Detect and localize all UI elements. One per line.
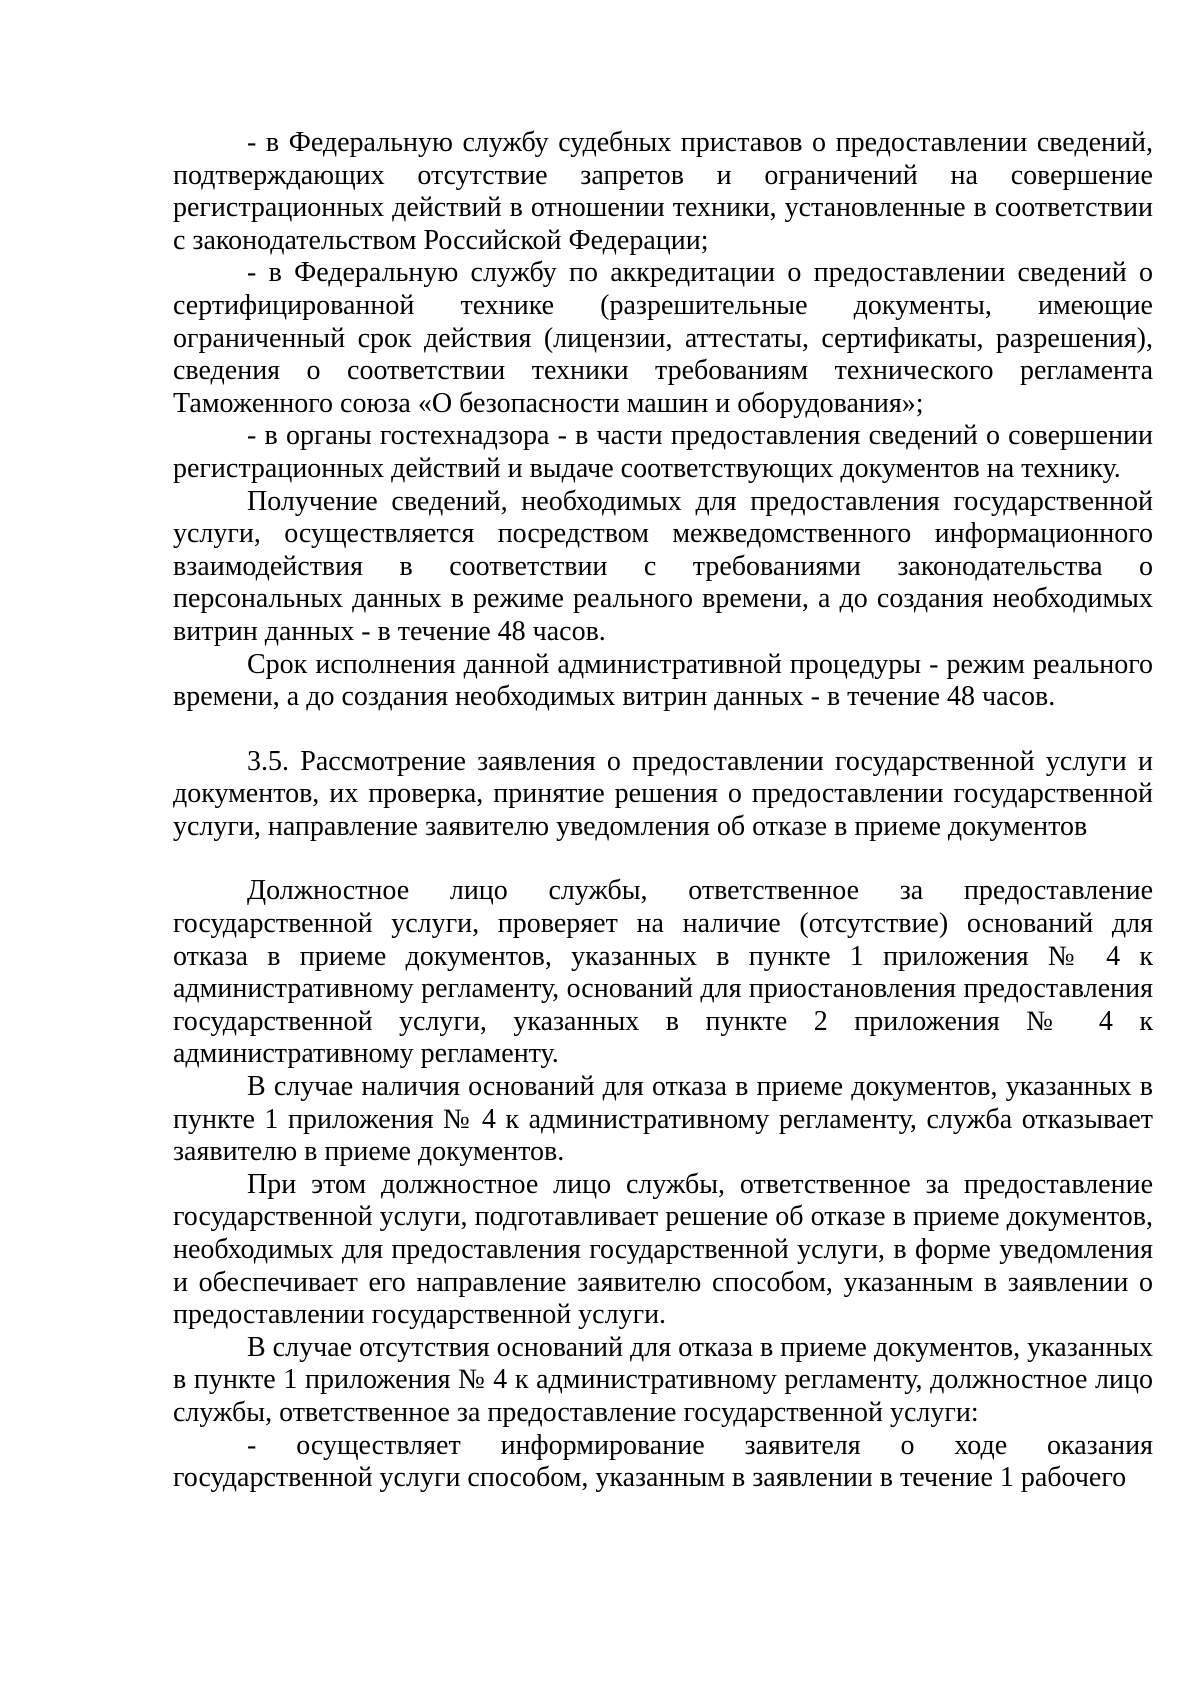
paragraph-refusal-case: В случае наличия оснований для отказа в приеме документов, указанных в пункте 1 приложения № 4 к административному регламенту, служба отказывает заявителю в приеме документов.	[173, 1071, 1153, 1168]
spacer	[173, 714, 1153, 746]
paragraph-informing-applicant: - осуществляет информирование заявителя о ходе оказания государственной услуги способом, указанным в заявлении в течение 1 рабочего	[173, 1429, 1153, 1494]
paragraph-official-checks: Должностное лицо службы, ответственное за предоставление государственной услуги, проверяет на наличие (отсутствие) оснований для отказа в приеме документов, указанных в пункте 1 приложения № 4 к административному регламенту, оснований для приостановления предоставления государственной услуги, указанных в пункте 2 приложения № 4 к административному регламенту.	[173, 875, 1153, 1070]
paragraph-gostekhnadzor: - в органы гостехнадзора - в части предоставления сведений о совершении регистрационных действий и выдаче соответствующих документов на технику.	[173, 420, 1153, 484]
paragraph-accreditation-service: - в Федеральную службу по аккредитации о предоставлении сведений о сертифицированной технике (разрешительные документы, имеющие ограниченный срок действия (лицензии, аттестаты, сертификаты, разрешения), сведения о соответствии техники требованиям технического регламента Таможенного союза «О безопасности машин и оборудования»;	[173, 257, 1153, 419]
spacer	[173, 843, 1153, 875]
paragraph-procedure-term: Срок исполнения данной административной процедуры - режим реального времени, а до создания необходимых витрин данных - в течение 48 часов.	[173, 648, 1153, 713]
section-heading-3-5: 3.5. Рассмотрение заявления о предоставлении государственной услуги и документов, их проверка, принятие решения о предоставлении государственной услуги, направление заявителю уведомления об отказе в приеме документов	[173, 745, 1153, 842]
paragraph-bailiffs-service: - в Федеральную службу судебных приставов о предоставлении сведений, подтверждающих отсутствие запретов и ограничений на совершение регистрационных действий в отношении техники, установленные в соответствии с законодательством Российской Федерации;	[173, 127, 1153, 256]
paragraph-refusal-notice: При этом должностное лицо службы, ответственное за предоставление государственной услуги, подготавливает решение об отказе в приеме документов, необходимых для предоставления государственной услуги, в форме уведомления и обеспечивает его направление заявителю способом, указанным в заявлении о предоставлении государственной услуги.	[173, 1168, 1153, 1331]
document-body	[173, 127, 1153, 1495]
paragraph-no-grounds-case: В случае отсутствия оснований для отказа в приеме документов, указанных в пункте 1 приложения № 4 к административному регламенту, должностное лицо службы, ответственное за предоставление государственной услуги:	[173, 1331, 1153, 1428]
paragraph-interagency-info: Получение сведений, необходимых для предоставления государственной услуги, осуществляется посредством межведомственного информационного взаимодействия в соответствии с требованиями законодательства о персональных данных в режиме реального времени, а до создания необходимых витрин данных - в течение 48 часов.	[173, 485, 1153, 647]
